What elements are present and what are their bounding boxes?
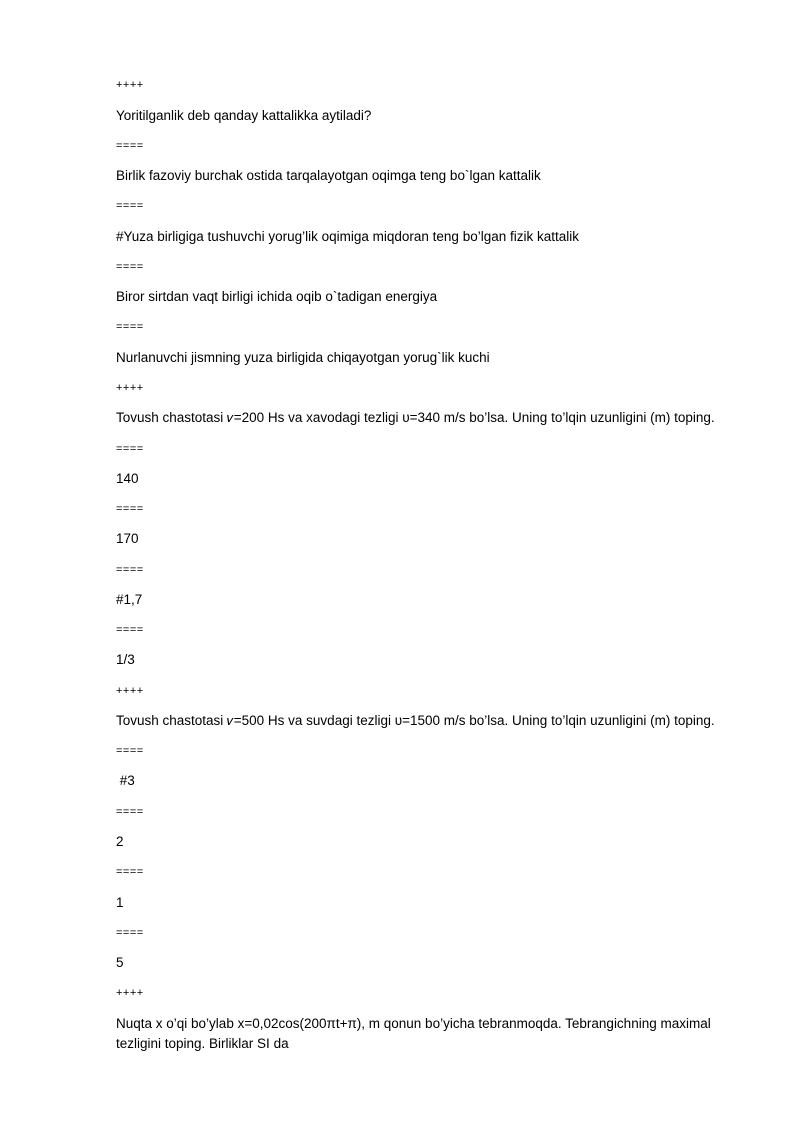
answer-option-correct: #1,7 [116,592,143,607]
question-text: Nuqta x o’qi bo’ylab x=0,02cos(200πt+π), m qonun bo’yicha tebranmoqda. Tebrangichning maximal tezligini toping. Birliklar SI da [116,1016,715,1051]
separator-equal: ==== [116,261,144,273]
separator-equal: ==== [116,866,144,878]
answer-option: 5 [116,955,124,970]
separator-equal: ==== [116,200,144,212]
answer-option-correct: #3 [116,773,135,788]
answer-option: 2 [116,834,124,849]
answer-option: 140 [116,471,139,486]
separator-plus: ++++ [116,382,144,394]
answer-option: 1/3 [116,652,135,667]
separator-plus: ++++ [116,987,144,999]
separator-equal: ==== [116,745,144,757]
separator-equal: ==== [116,140,144,152]
separator-equal: ==== [116,624,144,636]
question-text: Tovush chastotasi 𝜈=500 Hs va suvdagi tezligi υ=1500 m/s bo’lsa. Uning to’lqin uzunligini (m) toping. [116,713,715,728]
separator-plus: ++++ [116,79,144,91]
answer-option: Nurlanuvchi jismning yuza birligida chiqayotgan yorug`lik kuchi [116,350,490,365]
separator-equal: ==== [116,321,144,333]
answer-option: 1 [116,895,124,910]
answer-option: 170 [116,531,139,546]
question-text: Yoritilganlik deb qanday kattalikka aytiladi? [116,108,372,123]
separator-equal: ==== [116,564,144,576]
separator-equal: ==== [116,503,144,515]
separator-equal: ==== [116,443,144,455]
answer-option: Biror sirtdan vaqt birligi ichida oqib o`tadigan energiya [116,289,438,304]
answer-option: Birlik fazoviy burchak ostida tarqalayotgan oqimga teng bo`lgan kattalik [116,168,541,183]
separator-plus: ++++ [116,685,144,697]
question-text: Tovush chastotasi 𝜈=200 Hs va xavodagi tezligi υ=340 m/s bo’lsa. Uning to’lqin uzunligini (m) toping. [116,410,715,425]
separator-equal: ==== [116,927,144,939]
answer-option-correct: #Yuza birligiga tushuvchi yorug’lik oqimiga miqdoran teng bo’lgan fizik kattalik [116,229,580,244]
separator-equal: ==== [116,806,144,818]
